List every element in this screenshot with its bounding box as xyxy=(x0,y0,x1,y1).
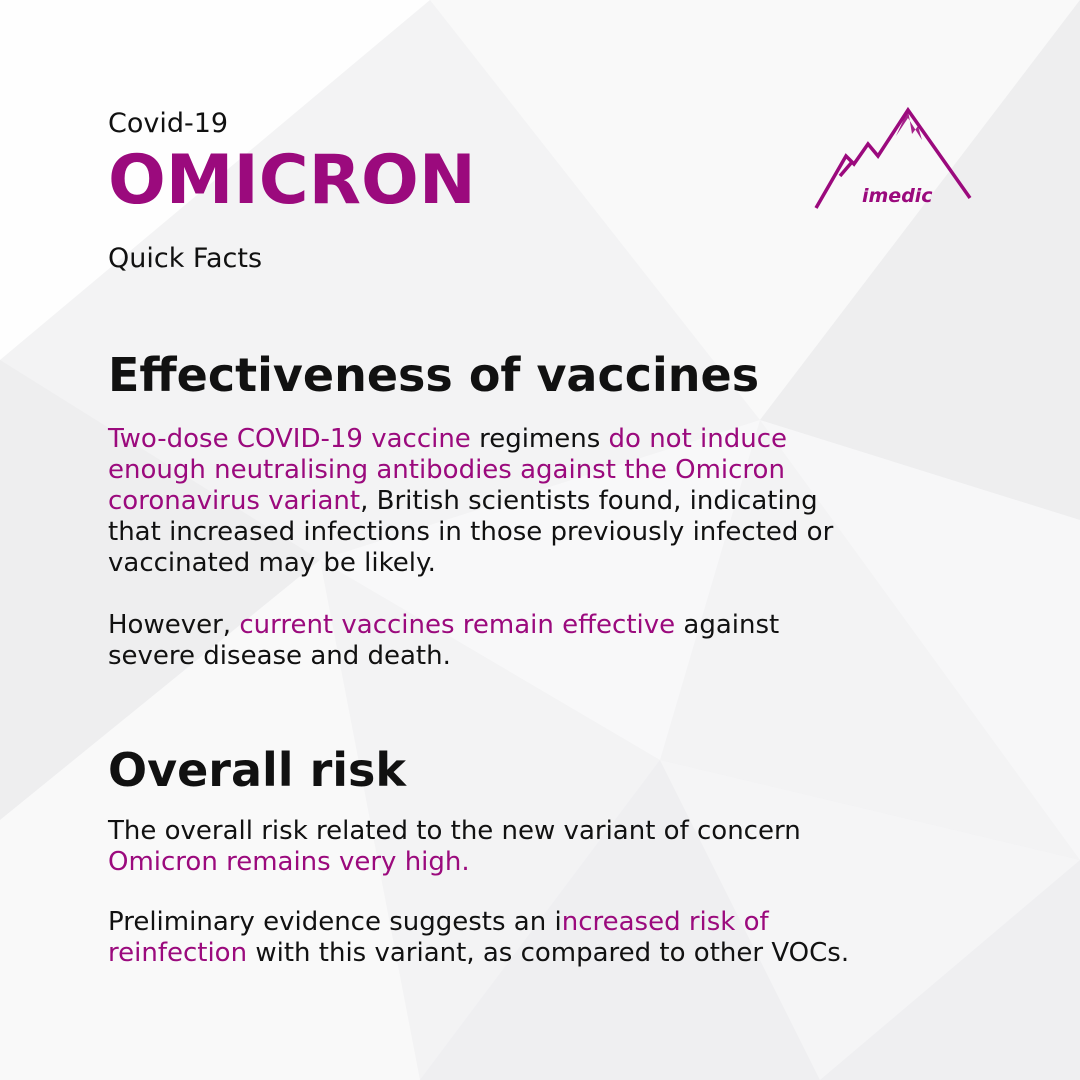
paragraph-line xyxy=(108,641,988,672)
body-text: The overall risk related to the new variant of concern xyxy=(108,816,801,846)
body-text: severe disease and death. xyxy=(108,641,451,671)
paragraph-line xyxy=(108,610,988,641)
imedic-logo xyxy=(812,104,976,214)
brand-name: imedic xyxy=(862,185,933,207)
body-text: Preliminary evidence suggests an i xyxy=(108,907,562,937)
paragraph-line xyxy=(108,517,988,548)
body-text: , British scientists found, indicating xyxy=(360,486,818,516)
paragraph-line xyxy=(108,938,988,969)
highlighted-text: reinfection xyxy=(108,938,248,968)
paragraph xyxy=(108,424,988,579)
highlighted-text: ncreased risk of xyxy=(561,907,769,937)
section-heading-overall-risk: Overall risk xyxy=(108,743,406,797)
kicker-label: Covid-19 xyxy=(108,108,229,139)
paragraph-line xyxy=(108,486,988,517)
body-text: that increased infections in those previously infected or xyxy=(108,517,834,547)
paragraph xyxy=(108,610,988,672)
paragraph-line xyxy=(108,455,988,486)
body-text: with this variant, as compared to other VOCs. xyxy=(247,938,850,968)
paragraph-line xyxy=(108,816,988,847)
highlighted-text: Two-dose COVID-19 vaccine xyxy=(108,424,471,454)
body-text: against xyxy=(675,610,780,640)
body-text: regimens xyxy=(470,424,609,454)
paragraph-line xyxy=(108,548,988,579)
body-text: vaccinated may be likely. xyxy=(108,548,436,578)
paragraph-line xyxy=(108,424,988,455)
highlighted-text: do not induce xyxy=(608,424,788,454)
body-text: However, xyxy=(108,610,240,640)
paragraph-line xyxy=(108,907,988,938)
highlighted-text: current vaccines remain effective xyxy=(239,610,676,640)
section-heading-vaccines: Effectiveness of vaccines xyxy=(108,348,760,402)
highlighted-text: coronavirus variant xyxy=(108,486,361,516)
paragraph xyxy=(108,907,988,969)
highlighted-text: enough neutralising antibodies against the Omicron xyxy=(108,455,785,485)
page-title: OMICRON xyxy=(108,141,476,220)
subtitle-label: Quick Facts xyxy=(108,243,263,274)
highlighted-text: Omicron remains very high. xyxy=(108,847,470,877)
paragraph xyxy=(108,816,988,878)
paragraph-line xyxy=(108,847,988,878)
